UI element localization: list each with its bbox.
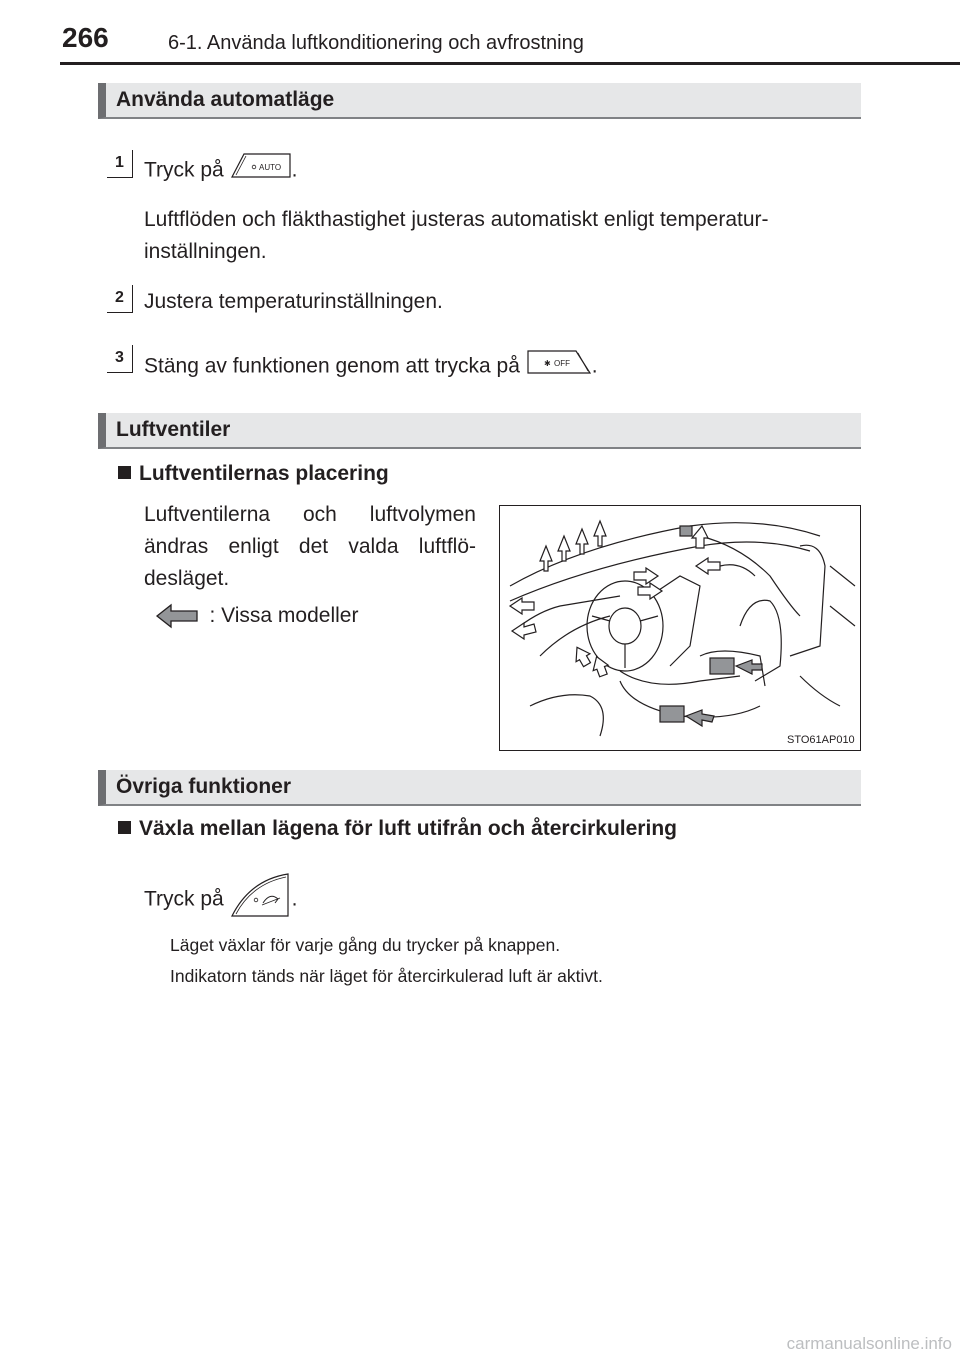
recirculation-text: Tryck på [144, 887, 224, 911]
watermark: carmanualsonline.info [786, 1334, 952, 1353]
off-button-icon [526, 347, 592, 387]
step-3-text: Stäng av funktionen genom att trycka på [144, 354, 520, 378]
vents-description: Luftventilerna och luftvolymen ändras enligt det valda luftflö-desläget. [144, 503, 476, 590]
step-number-1: 1 [107, 150, 133, 178]
step-number-3: 3 [107, 345, 133, 373]
vents-subheading-text: Luftventilernas placering [139, 462, 389, 485]
recirculation-button-icon [230, 870, 292, 930]
step-2-instruction: Justera temperaturinställningen. [144, 290, 443, 313]
step-1-period: . [291, 158, 298, 182]
recirculation-subheading [118, 817, 677, 841]
vents-subheading [118, 462, 389, 486]
recirculation-subheading-text: Växla mellan lägena för luft utifrån och återcirkulering [139, 817, 677, 840]
recirculation-note-1: Läget växlar för varje gång du trycker på knappen. [170, 935, 561, 955]
step-1-instruction [144, 151, 297, 191]
section-title: Övriga funktioner [116, 775, 292, 798]
page-number: 266 [62, 22, 109, 53]
square-bullet-icon [118, 821, 131, 834]
step-1-detail: Luftflöden och fläkthastighet justeras automatiskt enligt temperatur-inställningen. [144, 208, 769, 263]
section-title: Använda automatläge [116, 88, 335, 111]
step-number-2: 2 [107, 285, 133, 313]
section-title: Luftventiler [116, 418, 231, 441]
optional-vent-arrow-icon [155, 603, 199, 629]
vents-legend [155, 600, 358, 632]
section-header-air-vents [98, 413, 861, 449]
recirculation-instruction [144, 870, 297, 930]
recirculation-note-2: Indikatorn tänds när läget för återcirkulerad luft är aktivt. [170, 966, 603, 986]
header-rule [60, 62, 960, 65]
step-3-period: . [591, 354, 598, 378]
auto-button-icon [230, 151, 292, 191]
car-interior-drawing [500, 506, 859, 749]
section-header-other-functions [98, 770, 861, 806]
off-button-label: OFF [553, 359, 570, 368]
section-header-auto-mode [98, 83, 861, 119]
square-bullet-icon [118, 466, 131, 479]
recirculation-period: . [291, 887, 298, 911]
svg-text:✱: ✱ [543, 359, 551, 368]
auto-button-label: AUTO [258, 163, 281, 172]
car-interior-vent-illustration [499, 505, 861, 751]
illustration-code: STO61AP010 [787, 734, 855, 746]
chapter-title: 6-1. Använda luftkonditionering och avfrostning [168, 32, 584, 54]
legend-text: : Vissa modeller [209, 604, 359, 627]
step-1-text: Tryck på [144, 158, 224, 182]
step-3-instruction [144, 347, 598, 387]
